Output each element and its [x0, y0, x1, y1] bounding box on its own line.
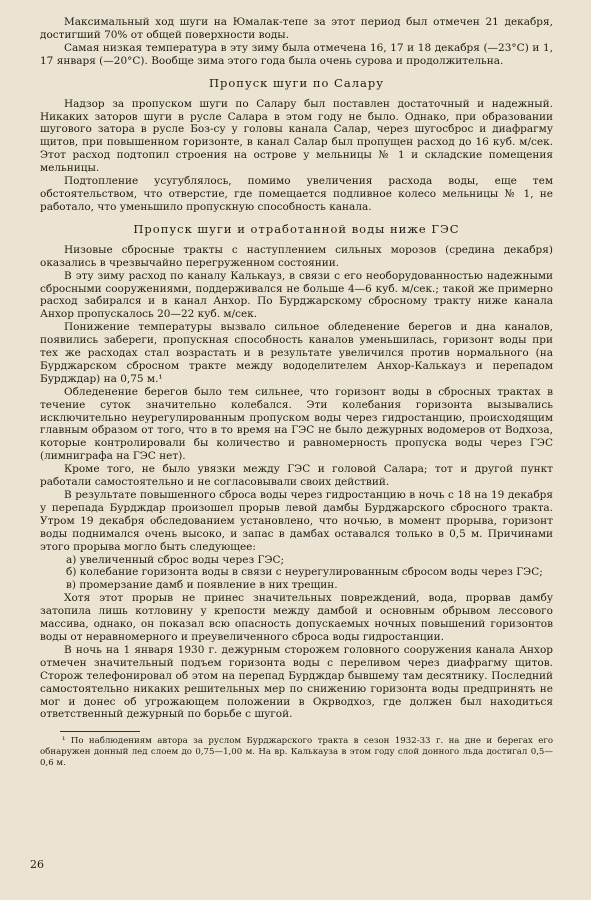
list-item: б) колебание горизонта воды в связи с неурегулированным сбросом воды через ГЭС;	[66, 566, 543, 579]
paragraph: Понижение температуры вызвало сильное обледенение берегов и дна каналов, появились забереги, пропускная способность каналов уменьшилась, горизонт воды при тех же расходах стал возрастать и в результате увеличился против нормального (на Бурджарском сбросном тракте между вододелителем Анхор-Калькауз и перепадом Бурдждар) на 0,75 м.¹	[40, 321, 553, 385]
paragraph: Надзор за пропуском шуги по Салару был поставлен достаточный и надежный. Никаких заторов шуги в русле Салара в этом году не было. Однако, при образовании шугового затора в русле Боз-су у головы канала Салар, через шугосброс и диафрагму щитов, при повышенном горизонте, в канал Салар был пропущен расход до 16 куб. м/сек. Этот расход подтопил строения на острове у мельницы № 1 и складские помещения мельницы.	[40, 97, 553, 175]
paragraph: Обледенение берегов было тем сильнее, что горизонт воды в сбросных трактах в течение суток значительно колебался. Эти колебания горизонта вызывались исключительно неурегулированным пропуском воды через гидростанцию, происходящим главным образом от того, что в то время на ГЭС не было дежурных водомеров от Водхоза, которые контролировали бы количество и равномерность пропуска воды через ГЭС (лимниграфа на ГЭС нет).	[40, 385, 553, 463]
paragraph: Максимальный ход шуги на Юмалак-тепе за этот период был отмечен 21 декабря, достигший 70% от общей поверхности воды.	[40, 16, 553, 41]
section-salar	[40, 98, 553, 214]
section-intro	[40, 16, 553, 68]
paragraph: В эту зиму расход по каналу Калькауз, в связи с его необорудованностью надежными сбросными сооружениями, поддерживался не больше 4—6 куб. м/сек.; такой же примерно расход забирался и в канал Анхор. По Бурджарскому сбросному тракту ниже канала Анхор пропускалось 20—22 куб. м/сек.	[40, 269, 553, 321]
list-item: в) промерзание дамб и появление в них трещин.	[66, 579, 338, 592]
section-conclusion	[40, 592, 553, 721]
paragraph: Низовые сбросные тракты с наступлением сильных морозов (средина декабря) оказались в чрезвычайно перегруженном состоянии.	[40, 243, 553, 269]
page-number: 26	[30, 858, 44, 871]
paragraph: В результате повышенного сброса воды через гидростанцию в ночь с 18 на 19 декабря у перепада Бурдждар произошел прорыв левой дамбы Бурджарского сбросного тракта. Утром 19 декабря обследованием установлено, что ночью, в момент прорыва, горизонт воды поднимался очень высоко, и запас в дамбах оставался только в 0,5 м. Причинами этого прорыва могло быть следующее:	[40, 489, 553, 553]
causes-list	[40, 554, 553, 593]
paragraph: Хотя этот прорыв не принес значительных повреждений, вода, прорвав дамбу затопила лишь котловину у крепости между дамбой и основным обрывом лессового массива, однако, он показал всю опасность допускаемых ночных повышений горизонтов воды от неравномерного и преувеличенного сброса воды гидростанции.	[40, 592, 553, 643]
section-heading-salar: Пропуск шуги по Салару	[208, 75, 385, 90]
paragraph: Кроме того, не было увязки между ГЭС и головой Салара; тот и другой пункт работали самостоятельно и не согласовывали своих действий.	[40, 463, 553, 489]
list-item: а) увеличенный сброс воды через ГЭС;	[66, 553, 285, 566]
paragraph: Самая низкая температура в эту зиму была отмечена 16, 17 и 18 декабря (—23°С) и 1, 17 января (—20°С). Вообще зима этого года была очень сурова и продолжительна.	[40, 41, 553, 67]
footnote-divider	[60, 731, 140, 732]
paragraph: В ночь на 1 января 1930 г. дежурным сторожем головного сооружения канала Анхор отмечен значительный подъем горизонта воды с переливом через диафрагму щитов. Сторож телефонировал об этом на перепад Бурдждар бывшему там десятнику. Последний самостоятельно никаких решительных мер по снижению горизонта воды предпринять не мог и донес об угрожающем положении в Окрводхоз, где должен был находиться ответственный дежурный по борьбе с шугой.	[40, 643, 553, 721]
paragraph: Подтопление усугублялось, помимо увеличения расхода воды, еще тем обстоятельством, что отверстие, где помещается подливное колесо мельницы № 1, не работало, что уменьшило пропускную способность канала.	[40, 175, 553, 213]
footnote	[40, 736, 553, 769]
section-ges	[40, 244, 553, 554]
section-heading-ges: Пропуск шуги и отработанной воды ниже ГЭС	[133, 221, 460, 236]
footnote-text: ¹ По наблюдениям автора за руслом Бурджарского тракта в сезон 1932-33 г. на дне и берегах его обнаружен донный лед слоем до 0,75—1,00 м. На вр. Калькауза в этом году слой донного льда достигал 0,5—0,6 м.	[40, 736, 553, 769]
